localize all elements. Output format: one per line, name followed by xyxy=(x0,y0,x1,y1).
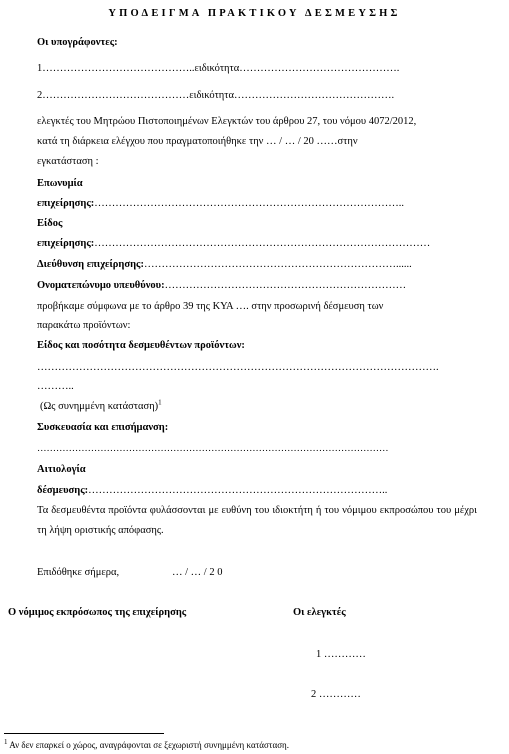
business-name-row xyxy=(37,198,404,209)
proceed-line-1: προβήκαμε σύμφωνα με το άρθρο 39 της ΚΥΑ …. στην προσωρινή δέσμευση των xyxy=(37,301,384,312)
business-name-label-2: επιχείρησης: xyxy=(37,198,95,209)
packaging-dots: ………………………………………………………………………………………………… xyxy=(37,444,389,454)
reason-row xyxy=(37,485,387,496)
signatory-2-line: 2……………………………………ειδικότητα………………………………………. xyxy=(37,90,395,101)
business-type-label-2: επιχείρησης: xyxy=(37,238,95,249)
attached-note-text: (Ως συνημμένη κατάσταση) xyxy=(40,401,159,412)
footnote-text: Αν δεν επαρκεί ο χώρος, αναγράφονται σε ξεχωριστή συνημμένη κατάσταση. xyxy=(9,740,290,750)
inspector-2-line: 2 ………… xyxy=(311,689,361,700)
custody-paragraph: Τα δεσμευθέντα προϊόντα φυλάσσονται με ευθύνη του ιδιοκτήτη ή του νόμιμου εκπροσώπου του μέχρι τη λήψη οριστικής απόφασης. xyxy=(37,505,477,536)
products-dots-1: ……………………………………………………………………………………………………. xyxy=(37,362,439,373)
business-type-dots: …………………………………………………………………………………… xyxy=(94,238,431,249)
business-address-dots: ………………………………………………………………...... xyxy=(143,259,412,270)
business-name-dots: …………………………………………………………………………….. xyxy=(94,198,405,209)
inspectors-label: Οι ελεγκτές xyxy=(293,607,346,618)
proceed-line-2: παρακάτω προϊόντων: xyxy=(37,320,131,331)
attached-note xyxy=(40,398,162,412)
inspector-1-line: 1 ………… xyxy=(316,649,366,660)
document-title: ΥΠΟΔΕΙΓΜΑ ΠΡΑΚΤΙΚΟΥ ΔΕΣΜΕΥΣΗΣ xyxy=(108,8,401,19)
footnote-number: 1 xyxy=(4,738,8,746)
signatories-heading: Οι υπογράφοντες: xyxy=(37,37,118,48)
packaging-heading: Συσκευασία και επισήμανση: xyxy=(37,422,169,433)
business-type-label-1: Είδος xyxy=(37,218,63,229)
products-dots-2: ……….. xyxy=(37,381,74,392)
intro-line-2: κατά τη διάρκεια ελέγχου που πραγματοποιήθηκε την … / … / 20 ……στην xyxy=(37,136,358,147)
footnote xyxy=(4,740,289,750)
responsible-label: Ονοματεπώνυμο υπευθύνου: xyxy=(37,280,165,291)
footnote-divider xyxy=(4,733,164,734)
responsible-dots: …………………………………………………………… xyxy=(164,280,407,291)
business-type-row xyxy=(37,238,430,249)
responsible-row xyxy=(37,280,406,291)
signatory-1-line: 1……………………………………..ειδικότητα………………………………………. xyxy=(37,63,400,74)
business-address-label: Διεύθυνση επιχείρησης: xyxy=(37,259,144,270)
intro-line-3: εγκατάσταση : xyxy=(37,156,99,167)
delivered-date: … / … / 2 0 xyxy=(172,567,223,578)
intro-line-1: ελεγκτές του Μητρώου Πιστοποιημένων Ελεγκτών του άρθρου 27, του νόμου 4072/2012, xyxy=(37,116,417,127)
delivered-label: Επιδόθηκε σήμερα, xyxy=(37,567,120,578)
reason-label-2: δέσμευσης: xyxy=(37,485,89,496)
footnote-ref: 1 xyxy=(158,398,162,407)
business-name-label-1: Επωνυμία xyxy=(37,178,83,189)
representative-label: Ο νόμιμος εκπρόσωπος της επιχείρησης xyxy=(8,607,187,618)
products-heading: Είδος και ποσότητα δεσμευθέντων προϊόντων: xyxy=(37,340,245,351)
reason-label-1: Αιτιολογία xyxy=(37,464,86,475)
business-address-row xyxy=(37,259,412,270)
reason-dots: ………………………………………………………………………….. xyxy=(88,485,388,496)
